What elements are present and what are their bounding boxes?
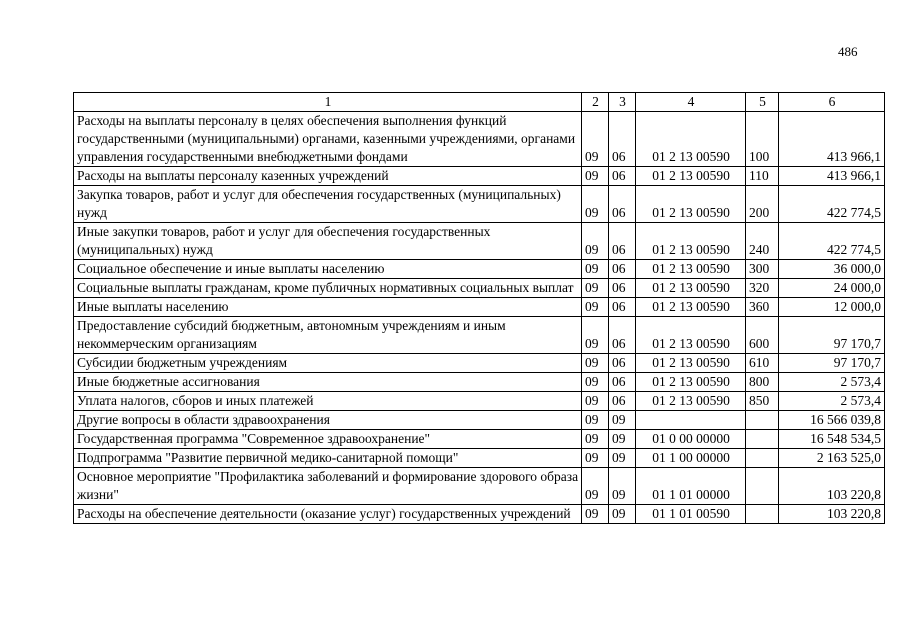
subsection-code-cell: 06 — [609, 373, 636, 392]
row-name-cell: Основное мероприятие "Профилактика заболеваний и формирование здорового образа жизни" — [74, 468, 582, 505]
row-name-cell: Расходы на выплаты персоналу в целях обеспечения выполнения функций государственными (муниципальными) органами, казенными учреждениями, органами управления государственными внебюджетными фондами — [74, 112, 582, 167]
row-name-cell: Социальное обеспечение и иные выплаты населению — [74, 260, 582, 279]
table-row — [74, 186, 885, 223]
page-number: 486 — [838, 44, 858, 59]
budget-table — [73, 92, 885, 524]
section-code-cell: 09 — [582, 298, 609, 317]
table-row — [74, 298, 885, 317]
target-article-cell: 01 1 01 00590 — [636, 505, 746, 524]
target-article-cell: 01 2 13 00590 — [636, 112, 746, 167]
row-name-cell: Иные бюджетные ассигнования — [74, 373, 582, 392]
section-code-cell: 09 — [582, 167, 609, 186]
subsection-code-cell: 09 — [609, 411, 636, 430]
subsection-code-cell: 09 — [609, 449, 636, 468]
subsection-code-cell: 06 — [609, 167, 636, 186]
amount-cell: 24 000,0 — [779, 279, 885, 298]
column-header: 1 — [74, 93, 582, 112]
amount-cell: 16 548 534,5 — [779, 430, 885, 449]
table-row — [74, 279, 885, 298]
amount-cell: 422 774,5 — [779, 223, 885, 260]
table-row — [74, 354, 885, 373]
expense-type-cell — [746, 505, 779, 524]
table-row — [74, 449, 885, 468]
target-article-cell: 01 2 13 00590 — [636, 279, 746, 298]
row-name-cell: Расходы на обеспечение деятельности (оказание услуг) государственных учреждений — [74, 505, 582, 524]
row-name-cell: Уплата налогов, сборов и иных платежей — [74, 392, 582, 411]
expense-type-cell — [746, 411, 779, 430]
row-name-cell: Иные закупки товаров, работ и услуг для обеспечения государственных (муниципальных) нужд — [74, 223, 582, 260]
amount-cell: 413 966,1 — [779, 167, 885, 186]
subsection-code-cell: 09 — [609, 468, 636, 505]
table-row — [74, 411, 885, 430]
amount-cell: 97 170,7 — [779, 354, 885, 373]
expense-type-cell: 360 — [746, 298, 779, 317]
table-header-row — [74, 93, 885, 112]
subsection-code-cell: 06 — [609, 317, 636, 354]
expense-type-cell — [746, 449, 779, 468]
target-article-cell: 01 2 13 00590 — [636, 167, 746, 186]
subsection-code-cell: 06 — [609, 279, 636, 298]
table-row — [74, 430, 885, 449]
amount-cell: 413 966,1 — [779, 112, 885, 167]
expense-type-cell: 600 — [746, 317, 779, 354]
amount-cell: 97 170,7 — [779, 317, 885, 354]
table-row — [74, 317, 885, 354]
amount-cell: 103 220,8 — [779, 505, 885, 524]
expense-type-cell: 800 — [746, 373, 779, 392]
target-article-cell: 01 2 13 00590 — [636, 186, 746, 223]
column-header: 6 — [779, 93, 885, 112]
section-code-cell: 09 — [582, 392, 609, 411]
table-row — [74, 505, 885, 524]
table-row — [74, 392, 885, 411]
row-name-cell: Предоставление субсидий бюджетным, автономным учреждениям и иным некоммерческим организациям — [74, 317, 582, 354]
amount-cell: 2 163 525,0 — [779, 449, 885, 468]
subsection-code-cell: 09 — [609, 430, 636, 449]
amount-cell: 12 000,0 — [779, 298, 885, 317]
row-name-cell: Другие вопросы в области здравоохранения — [74, 411, 582, 430]
row-name-cell: Расходы на выплаты персоналу казенных учреждений — [74, 167, 582, 186]
section-code-cell: 09 — [582, 505, 609, 524]
row-name-cell: Субсидии бюджетным учреждениям — [74, 354, 582, 373]
column-header: 5 — [746, 93, 779, 112]
amount-cell: 2 573,4 — [779, 373, 885, 392]
subsection-code-cell: 06 — [609, 186, 636, 223]
table-row — [74, 373, 885, 392]
amount-cell: 422 774,5 — [779, 186, 885, 223]
row-name-cell: Социальные выплаты гражданам, кроме публичных нормативных социальных выплат — [74, 279, 582, 298]
section-code-cell: 09 — [582, 354, 609, 373]
target-article-cell: 01 2 13 00590 — [636, 317, 746, 354]
section-code-cell: 09 — [582, 468, 609, 505]
row-name-cell: Закупка товаров, работ и услуг для обеспечения государственных (муниципальных) нужд — [74, 186, 582, 223]
table-row — [74, 223, 885, 260]
expense-type-cell: 200 — [746, 186, 779, 223]
expense-type-cell: 240 — [746, 223, 779, 260]
column-header: 3 — [609, 93, 636, 112]
amount-cell: 36 000,0 — [779, 260, 885, 279]
target-article-cell: 01 2 13 00590 — [636, 392, 746, 411]
table-row — [74, 167, 885, 186]
expense-type-cell: 300 — [746, 260, 779, 279]
expense-type-cell: 320 — [746, 279, 779, 298]
section-code-cell: 09 — [582, 260, 609, 279]
subsection-code-cell: 09 — [609, 505, 636, 524]
section-code-cell: 09 — [582, 373, 609, 392]
table-row — [74, 468, 885, 505]
target-article-cell: 01 1 00 00000 — [636, 449, 746, 468]
section-code-cell: 09 — [582, 186, 609, 223]
target-article-cell: 01 2 13 00590 — [636, 373, 746, 392]
target-article-cell: 01 1 01 00000 — [636, 468, 746, 505]
row-name-cell: Подпрограмма "Развитие первичной медико-санитарной помощи" — [74, 449, 582, 468]
column-header: 2 — [582, 93, 609, 112]
section-code-cell: 09 — [582, 112, 609, 167]
amount-cell: 103 220,8 — [779, 468, 885, 505]
target-article-cell: 01 2 13 00590 — [636, 223, 746, 260]
section-code-cell: 09 — [582, 449, 609, 468]
expense-type-cell — [746, 468, 779, 505]
expense-type-cell: 110 — [746, 167, 779, 186]
subsection-code-cell: 06 — [609, 112, 636, 167]
row-name-cell: Государственная программа "Современное здравоохранение" — [74, 430, 582, 449]
subsection-code-cell: 06 — [609, 392, 636, 411]
subsection-code-cell: 06 — [609, 223, 636, 260]
amount-cell: 16 566 039,8 — [779, 411, 885, 430]
subsection-code-cell: 06 — [609, 260, 636, 279]
section-code-cell: 09 — [582, 279, 609, 298]
expense-type-cell: 610 — [746, 354, 779, 373]
column-header: 4 — [636, 93, 746, 112]
subsection-code-cell: 06 — [609, 354, 636, 373]
target-article-cell: 01 2 13 00590 — [636, 298, 746, 317]
target-article-cell: 01 2 13 00590 — [636, 260, 746, 279]
target-article-cell — [636, 411, 746, 430]
table-body — [74, 112, 885, 524]
table-row — [74, 112, 885, 167]
expense-type-cell: 850 — [746, 392, 779, 411]
subsection-code-cell: 06 — [609, 298, 636, 317]
expense-type-cell — [746, 430, 779, 449]
section-code-cell: 09 — [582, 411, 609, 430]
section-code-cell: 09 — [582, 317, 609, 354]
table-row — [74, 260, 885, 279]
section-code-cell: 09 — [582, 223, 609, 260]
target-article-cell: 01 0 00 00000 — [636, 430, 746, 449]
target-article-cell: 01 2 13 00590 — [636, 354, 746, 373]
expense-type-cell: 100 — [746, 112, 779, 167]
amount-cell: 2 573,4 — [779, 392, 885, 411]
section-code-cell: 09 — [582, 430, 609, 449]
row-name-cell: Иные выплаты населению — [74, 298, 582, 317]
